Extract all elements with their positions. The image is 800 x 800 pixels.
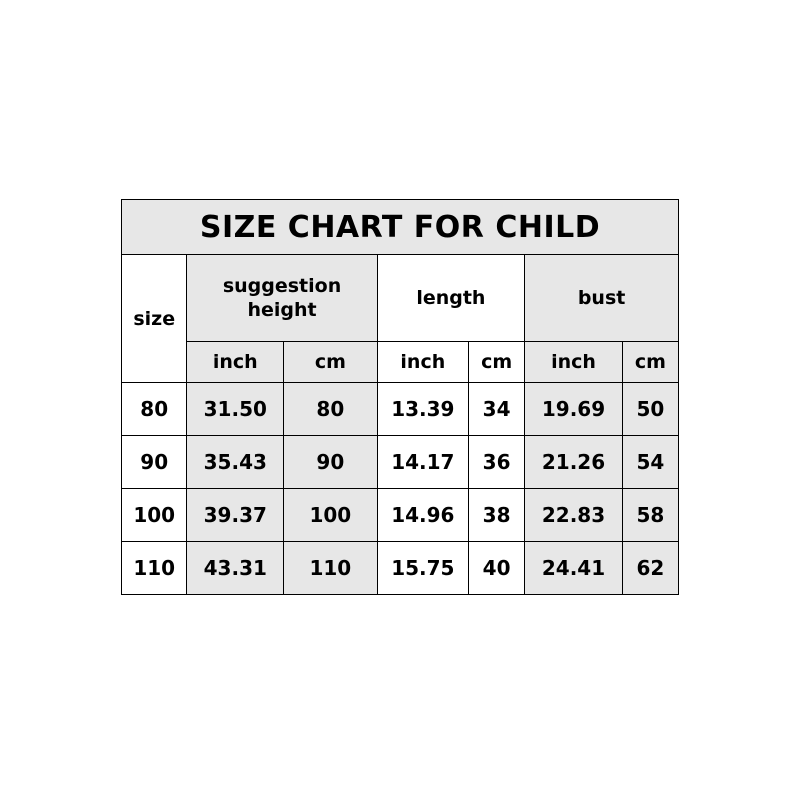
cell-bust-cm: 54 [622, 436, 678, 489]
cell-length-inch: 15.75 [377, 542, 468, 595]
cell-suggestion-height-cm: 110 [284, 542, 378, 595]
size-chart-table [121, 199, 679, 595]
cell-suggestion-height-inch: 31.50 [187, 383, 284, 436]
table-row [122, 489, 679, 542]
header-bust-inch: inch [525, 342, 623, 383]
cell-bust-cm: 62 [622, 542, 678, 595]
cell-size: 90 [122, 436, 187, 489]
cell-size: 110 [122, 542, 187, 595]
cell-suggestion-height-inch: 35.43 [187, 436, 284, 489]
cell-suggestion-height-cm: 80 [284, 383, 378, 436]
cell-bust-cm: 58 [622, 489, 678, 542]
cell-bust-inch: 19.69 [525, 383, 623, 436]
header-length-cm: cm [469, 342, 525, 383]
header-suggestion-height-line2: height [247, 299, 317, 321]
cell-length-inch: 14.17 [377, 436, 468, 489]
table-title-row [122, 200, 679, 255]
cell-size: 80 [122, 383, 187, 436]
chart-title: SIZE CHART FOR CHILD [122, 200, 679, 255]
table-row [122, 436, 679, 489]
header-length: length [377, 255, 525, 342]
size-chart-container [121, 199, 679, 595]
header-suggestion-height-cm: cm [284, 342, 378, 383]
header-bust-cm: cm [622, 342, 678, 383]
cell-bust-cm: 50 [622, 383, 678, 436]
header-suggestion-height [187, 255, 377, 342]
header-bust: bust [525, 255, 679, 342]
header-suggestion-height-line1: suggestion [222, 274, 342, 297]
cell-length-cm: 36 [469, 436, 525, 489]
cell-bust-inch: 22.83 [525, 489, 623, 542]
cell-length-cm: 40 [469, 542, 525, 595]
table-row [122, 383, 679, 436]
header-suggestion-height-inch: inch [187, 342, 284, 383]
cell-suggestion-height-cm: 100 [284, 489, 378, 542]
table-row [122, 542, 679, 595]
cell-suggestion-height-inch: 39.37 [187, 489, 284, 542]
cell-size: 100 [122, 489, 187, 542]
cell-suggestion-height-inch: 43.31 [187, 542, 284, 595]
header-size: size [122, 255, 187, 383]
cell-bust-inch: 24.41 [525, 542, 623, 595]
cell-length-cm: 34 [469, 383, 525, 436]
cell-suggestion-height-cm: 90 [284, 436, 378, 489]
table-unit-header-row [122, 342, 679, 383]
table-group-header-row [122, 255, 679, 342]
header-length-inch: inch [377, 342, 468, 383]
cell-length-cm: 38 [469, 489, 525, 542]
cell-bust-inch: 21.26 [525, 436, 623, 489]
cell-length-inch: 13.39 [377, 383, 468, 436]
cell-length-inch: 14.96 [377, 489, 468, 542]
